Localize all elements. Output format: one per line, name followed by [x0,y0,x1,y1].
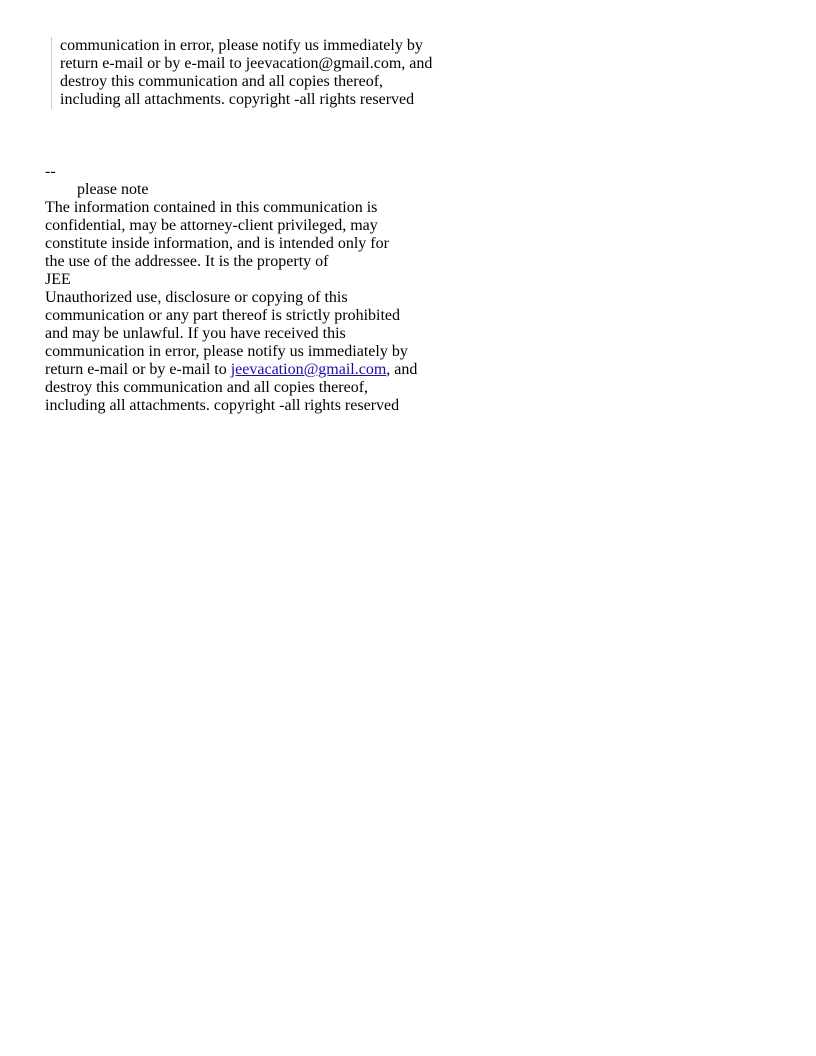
disclaimer-email-line [45,361,785,379]
quoted-disclaimer [51,37,785,109]
disclaimer-line: destroy this communication and all copies thereof, [45,379,369,396]
disclaimer-line: JEE [45,271,71,288]
quoted-line: return e-mail or by e-mail to jeevacation@gmail.com, and [60,55,433,72]
email-line-prefix: return e-mail or by e-mail to [45,361,231,378]
spacer [45,109,785,163]
disclaimer-line: the use of the addressee. It is the property of [45,253,329,270]
quoted-line: destroy this communication and all copies thereof, [60,73,384,90]
signature-note: please note [77,181,149,198]
signature-block [45,163,785,415]
email-body [45,37,785,415]
disclaimer-line: constitute inside information, and is intended only for [45,235,389,252]
disclaimer-line: communication in error, please notify us immediately by [45,343,408,360]
email-link[interactable]: jeevacation@gmail.com [230,361,387,378]
disclaimer-line: confidential, may be attorney-client privileged, may [45,217,378,234]
quoted-line: communication in error, please notify us immediately by [60,37,423,54]
quoted-line: including all attachments. copyright -all rights reserved [60,91,415,108]
disclaimer-line: including all attachments. copyright -all rights reserved [45,397,400,414]
disclaimer-line: The information contained in this communication is [45,199,378,216]
signature-separator: -- [45,163,56,180]
disclaimer-line: Unauthorized use, disclosure or copying of this [45,289,348,306]
disclaimer-line: communication or any part thereof is strictly prohibited [45,307,401,324]
disclaimer-line: and may be unlawful. If you have received this [45,325,346,342]
email-line-suffix: , and [386,361,418,378]
